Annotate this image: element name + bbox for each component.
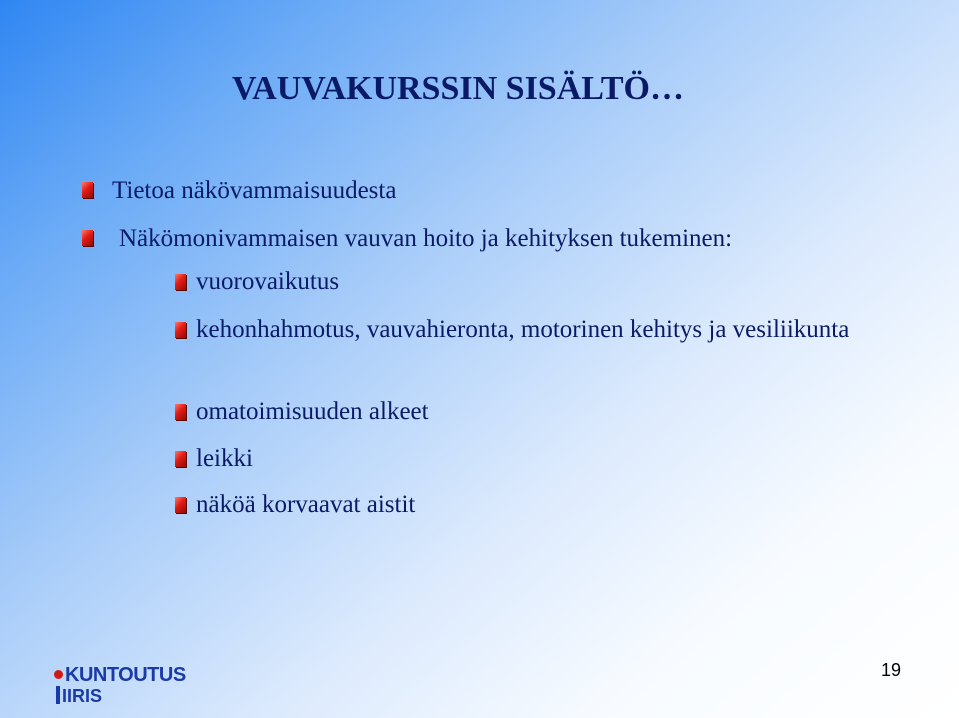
bullet-item <box>119 223 919 254</box>
bullet-text: vuorovaikutus <box>196 268 340 295</box>
bullet-item <box>196 443 896 474</box>
bullet-item <box>196 266 896 297</box>
page-number: 19 <box>880 660 901 680</box>
logo-line1: KUNTOUTUS <box>54 664 186 687</box>
bullet-marker-icon <box>175 451 186 467</box>
bullet-text: omatoimisuuden alkeet <box>196 398 429 425</box>
bullet-item <box>196 314 896 345</box>
bullet-item <box>196 396 896 427</box>
slide-title: VAUVAKURSSIN SISÄLTÖ… <box>232 70 684 107</box>
bullet-text: Näkömonivammaisen vauvan hoito ja kehityksen tukeminen: <box>119 225 733 252</box>
bullet-marker-icon <box>82 182 93 198</box>
bullet-marker-icon <box>82 230 93 246</box>
bullet-text: näköä korvaavat aistit <box>196 491 416 518</box>
logo-bar-icon <box>56 686 60 704</box>
logo-dot-icon <box>54 670 63 679</box>
logo-line2: IIRIS <box>62 686 103 706</box>
bullet-marker-icon <box>175 274 186 290</box>
bullet-text: Tietoa näkövammaisuudesta <box>112 177 397 204</box>
bullet-item <box>112 175 912 206</box>
bullet-text: kehonhahmotus, vauvahieronta, motorinen kehitys ja vesiliikunta <box>196 316 850 343</box>
kuntoutus-iiris-logo <box>54 664 186 710</box>
bullet-text: leikki <box>196 445 253 472</box>
bullet-item <box>196 489 896 520</box>
bullet-marker-icon <box>175 404 186 420</box>
bullet-marker-icon <box>175 322 186 338</box>
bullet-marker-icon <box>175 497 186 513</box>
